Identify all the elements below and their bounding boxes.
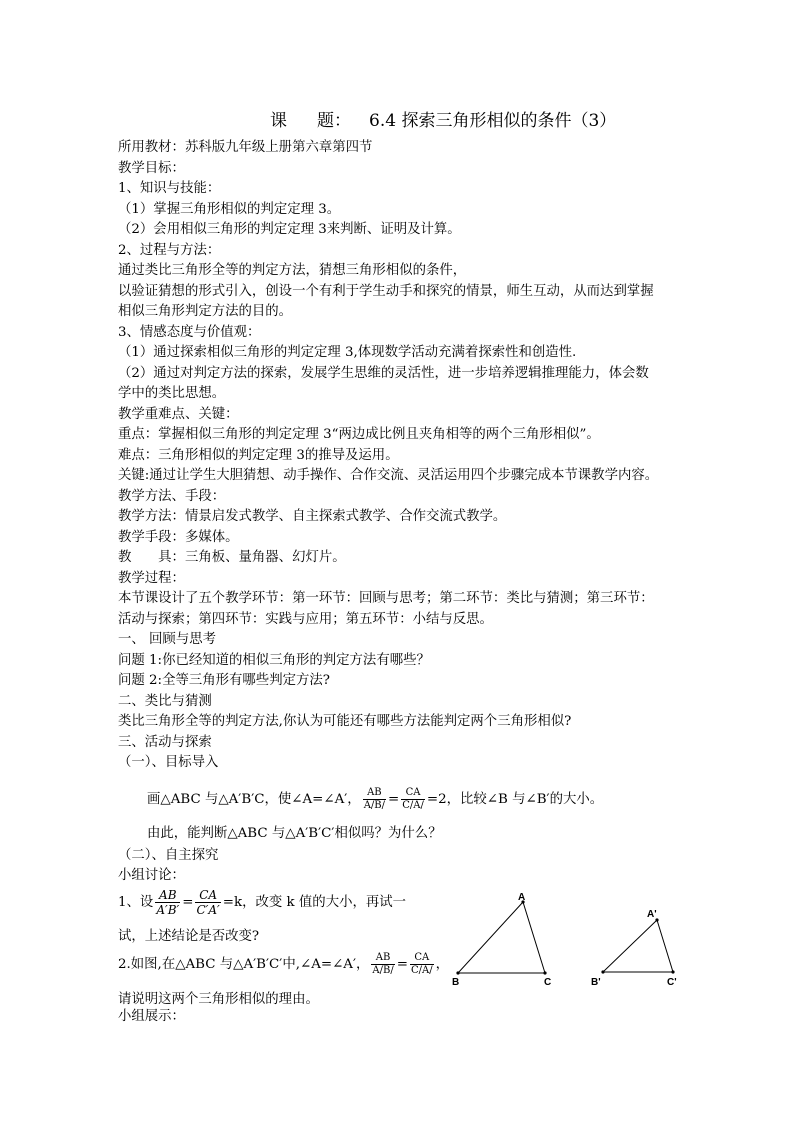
triangle-a2b2c2 — [591, 909, 677, 988]
math-line-2: 由此，能判断△ABC 与△A′B′C′相似吗？为什么？ — [147, 826, 442, 841]
text-line: 请说明这两个三角形相似的理由。 — [118, 992, 319, 1007]
section-heading: 二、类比与猜测 — [118, 693, 212, 709]
text-line: 重点：掌握相似三角形的判定定理 3“两边成比例且夹角相等的两个三角形相似”。 — [118, 427, 600, 442]
text-line: 教学过程： — [118, 570, 185, 586]
fraction: $\frac{CA}{C/A/}$ — [402, 787, 424, 811]
body-text — [118, 138, 688, 774]
text-line: 教学方法：情景启发式教学、自主探索式教学、合作交流式教学。 — [118, 509, 507, 524]
text-line: 通过类比三角形全等的判定方法，猜想三角形相似的条件， — [118, 263, 467, 278]
text-line: 1、知识与技能： — [118, 181, 221, 196]
vertex-label-c-prime: C' — [667, 977, 677, 988]
text-line: 教学目标： — [118, 160, 185, 176]
text-line: 教学重难点、关键： — [118, 406, 239, 422]
text-line: 以验证猜想的形式引入，创设一个有利于学生动手和探究的情景，师生互动，从而达到掌握 — [118, 283, 654, 299]
text-line: （1）掌握三角形相似的判定定理 3。 — [118, 201, 341, 217]
fraction: $\frac{AB}{A'B'}$ — [156, 888, 180, 917]
math-line-1: 画△ABC 与△A′B′C，使∠A=∠A′， $\frac{AB}{A/B/}$ = $\frac{CA}{C/A/}$ =2，比较∠B 与∠B′的大小。 — [147, 787, 604, 811]
text-line: 学中的类比思想。 — [118, 386, 226, 401]
text-line: 问题 1:你已经知道的相似三角形的判定方法有哪些？ — [118, 652, 430, 668]
text-line: 所用教材：苏科版九年级上册第六章第四节 — [118, 140, 373, 155]
vertex-label-b-prime: B' — [591, 977, 601, 988]
text-line: 小组讨论： — [118, 868, 185, 883]
fraction: $\frac{AB}{A/B/}$ — [363, 787, 386, 811]
text-line: 类比三角形全等的判定方法,你认为可能还有哪些方法能判定两个三角形相似? — [118, 714, 572, 729]
text-line: 教学方法、手段： — [118, 488, 226, 504]
triangle-figures — [445, 888, 695, 993]
question-1: 1、设 $\frac{AB}{A'B'}$ = $\frac{CA}{C'A'}$ =k，改变 k 值的大小，再试一 — [118, 888, 407, 917]
text-line: 相似三角形判定方法的目的。 — [118, 304, 293, 319]
text-line: （一）、目标导入 — [118, 755, 219, 770]
text-line: （2）通过对判定方法的探索，发展学生思维的灵活性，进一步培养逻辑推理能力，体会数 — [118, 365, 649, 381]
vertex-label-b: B — [452, 977, 460, 988]
text-line: 试，上述结论是否改变? — [118, 929, 260, 944]
text-line: 教 具：三角板、量角器、幻灯片。 — [118, 550, 346, 565]
text-line: 难点：三角形相似的判定定理 3的推导及运用。 — [118, 447, 399, 463]
text-line: （2）会用相似三角形的判定定理 3来判断、证明及计算。 — [118, 222, 461, 237]
fraction: $\frac{CA}{C/A/}$ — [410, 952, 433, 976]
fraction: $\frac{CA}{C'A'}$ — [196, 888, 220, 917]
triangle-abc — [452, 892, 551, 988]
section-heading: 一、 回顾与思考 — [118, 632, 216, 647]
question-2: 2.如图,在△ABC 与△A′B′C′中,∠A=∠A′， $\frac{AB}{A/B/}$ = $\frac{CA}{C/A/}$ ， — [118, 952, 449, 976]
text-line: 3、情感态度与价值观： — [118, 324, 261, 340]
text-line: 活动与探索；第四环节：实践与应用；第五环节：小结与反思。 — [118, 611, 493, 627]
text-line: 本节课设计了五个教学环节：第一环节：回顾与思考；第二环节：类比与猜测；第三环节： — [118, 591, 654, 606]
text-line: 小组展示： — [118, 1009, 185, 1024]
vertex-label-c: C — [544, 977, 552, 988]
text-line: 教学手段：多媒体。 — [118, 529, 239, 545]
text-line: （1）通过探索相似三角形的判定定理 3,体现数学活动充满着探索性和创造性. — [118, 345, 577, 360]
section-heading: 三、活动与探索 — [118, 734, 212, 750]
section-heading: （二）、自主探究 — [118, 848, 219, 863]
text-line: 2、过程与方法： — [118, 242, 221, 258]
text-line: 问题 2:全等三角形有哪些判定方法? — [118, 673, 330, 688]
vertex-label-a: A — [518, 892, 526, 903]
page-title: 课 题： 6.4 探索三角形相似的条件（3） — [270, 111, 617, 131]
fraction: $\frac{AB}{A/B/}$ — [372, 952, 394, 976]
vertex-label-a-prime: A' — [647, 909, 657, 920]
text-line: 关键:通过让学生大胆猜想、动手操作、合作交流、灵活运用四个步骤完成本节课教学内容。 — [118, 468, 659, 483]
